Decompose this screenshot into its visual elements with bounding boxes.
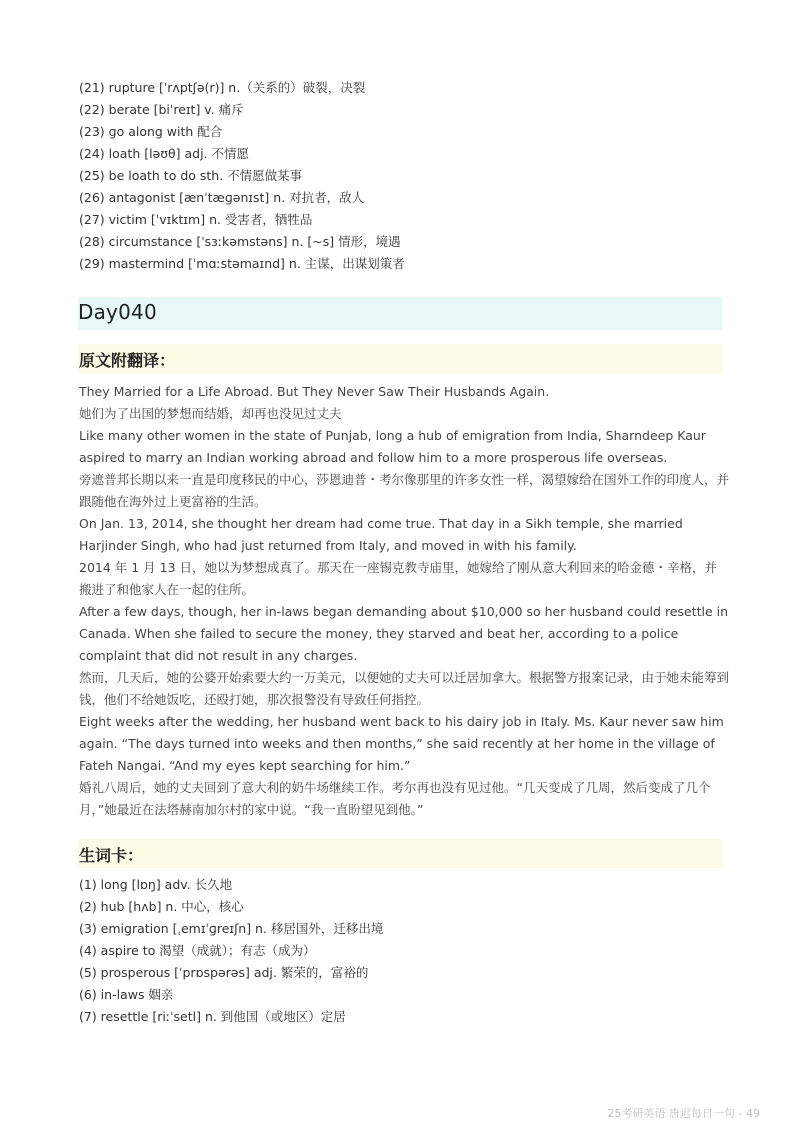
vocab-item: (27) victim [ˈvɪktɪm] n. 受害者，牺牲品 — [79, 212, 313, 227]
vocab-item: (21) rupture [ˈrʌptʃə(r)] n.（关系的）破裂，决裂 — [79, 80, 366, 95]
section-heading-original-text — [78, 344, 722, 373]
vocab-item: (6) in-laws 姻亲 — [79, 987, 174, 1002]
page-footer: 25考研英语 唐迟每日一句 - 49 — [607, 1107, 760, 1120]
section-title: 原文附翻译： — [79, 351, 176, 370]
article-paragraph: 旁遮普邦长期以来一直是印度移民的中心，莎恩迪普・考尔像那里的许多女性一样，渴望嫁给在国外工作的印度人，并跟随他在海外过上更富裕的生活。 — [79, 472, 730, 509]
vocab-item: (23) go along with 配合 — [79, 124, 223, 139]
vocab-item: (24) loath [ləʊθ] adj. 不情愿 — [79, 146, 249, 161]
article-body — [79, 381, 729, 821]
vocab-item: (7) resettle [riːˈsetl] n. 到他国（或地区）定居 — [79, 1009, 346, 1024]
vocab-list-bottom — [79, 874, 729, 1028]
article-paragraph: On Jan. 13, 2014, she thought her dream had come true. That day in a Sikh temple, she married Harjinder Singh, who had just returned from Italy, and moved in with his family. — [79, 516, 683, 553]
vocab-item: (5) prosperous [ˈprɒspərəs] adj. 繁荣的，富裕的 — [79, 965, 369, 980]
vocab-item: (28) circumstance [ˈsɜːkəmstəns] n. [~s] 情形，境遇 — [79, 234, 401, 249]
article-paragraph: 婚礼八周后，她的丈夫回到了意大利的奶牛场继续工作。考尔再也没有见过他。“几天变成了几周，然后变成了几个月，”她最近在法塔赫南加尔村的家中说。“我一直盼望见到他。” — [79, 780, 711, 817]
vocab-item: (2) hub [hʌb] n. 中心，核心 — [79, 899, 244, 914]
article-paragraph: Like many other women in the state of Punjab, long a hub of emigration from India, Sharndeep Kaur aspired to marry an Indian working abroad and follow him to a more prosperous life overseas. — [79, 428, 706, 465]
vocab-item: (26) antagonist [ænˈtæɡənɪst] n. 对抗者，敌人 — [79, 190, 365, 205]
vocab-item: (29) mastermind [ˈmɑːstəmaɪnd] n. 主谋，出谋划策者 — [79, 256, 405, 271]
vocab-item: (3) emigration [ˌemɪˈɡreɪʃn] n. 移居国外，迁移出境 — [79, 921, 384, 936]
vocab-item: (1) long [lɒŋ] adv. 长久地 — [79, 877, 233, 892]
vocab-item: (4) aspire to 渴望（成就）；有志（成为） — [79, 943, 316, 958]
section-title: 生词卡： — [79, 846, 144, 865]
vocab-list-top — [79, 77, 729, 275]
section-heading-vocab-card — [78, 839, 722, 868]
article-paragraph: 然而，几天后，她的公婆开始索要大约一万美元，以便她的丈夫可以迁居加拿大。根据警方报案记录，由于她未能筹到钱，他们不给她饭吃，还殴打她，那次报警没有导致任何指控。 — [79, 670, 730, 707]
article-paragraph: After a few days, though, her in-laws began demanding about $10,000 so her husband could resettle in Canada. When she failed to secure the money, they starved and beat her, according to a police complaint that did not result in any charges. — [79, 604, 729, 663]
day-title: Day040 — [78, 300, 157, 324]
vocab-item: (22) berate [biˈreɪt] v. 痛斥 — [79, 102, 244, 117]
article-paragraph: 她们为了出国的梦想而结婚，却再也没见过丈夫 — [79, 406, 342, 421]
article-paragraph: 2014 年 1 月 13 日，她以为梦想成真了。那天在一座锡克教寺庙里，她嫁给了刚从意大利回来的哈金德・辛格，并搬进了和他家人在一起的住所。 — [79, 560, 718, 597]
day-heading-bar — [78, 297, 722, 330]
article-paragraph: Eight weeks after the wedding, her husband went back to his dairy job in Italy. Ms. Kaur never saw him again. “The days turned into weeks and then months,” she said recently at her home in the village of Fateh Nangai. “And my eyes kept searching for him.” — [79, 714, 724, 773]
vocab-item: (25) be loath to do sth. 不情愿做某事 — [79, 168, 303, 183]
article-paragraph: They Married for a Life Abroad. But They Never Saw Their Husbands Again. — [79, 384, 550, 399]
